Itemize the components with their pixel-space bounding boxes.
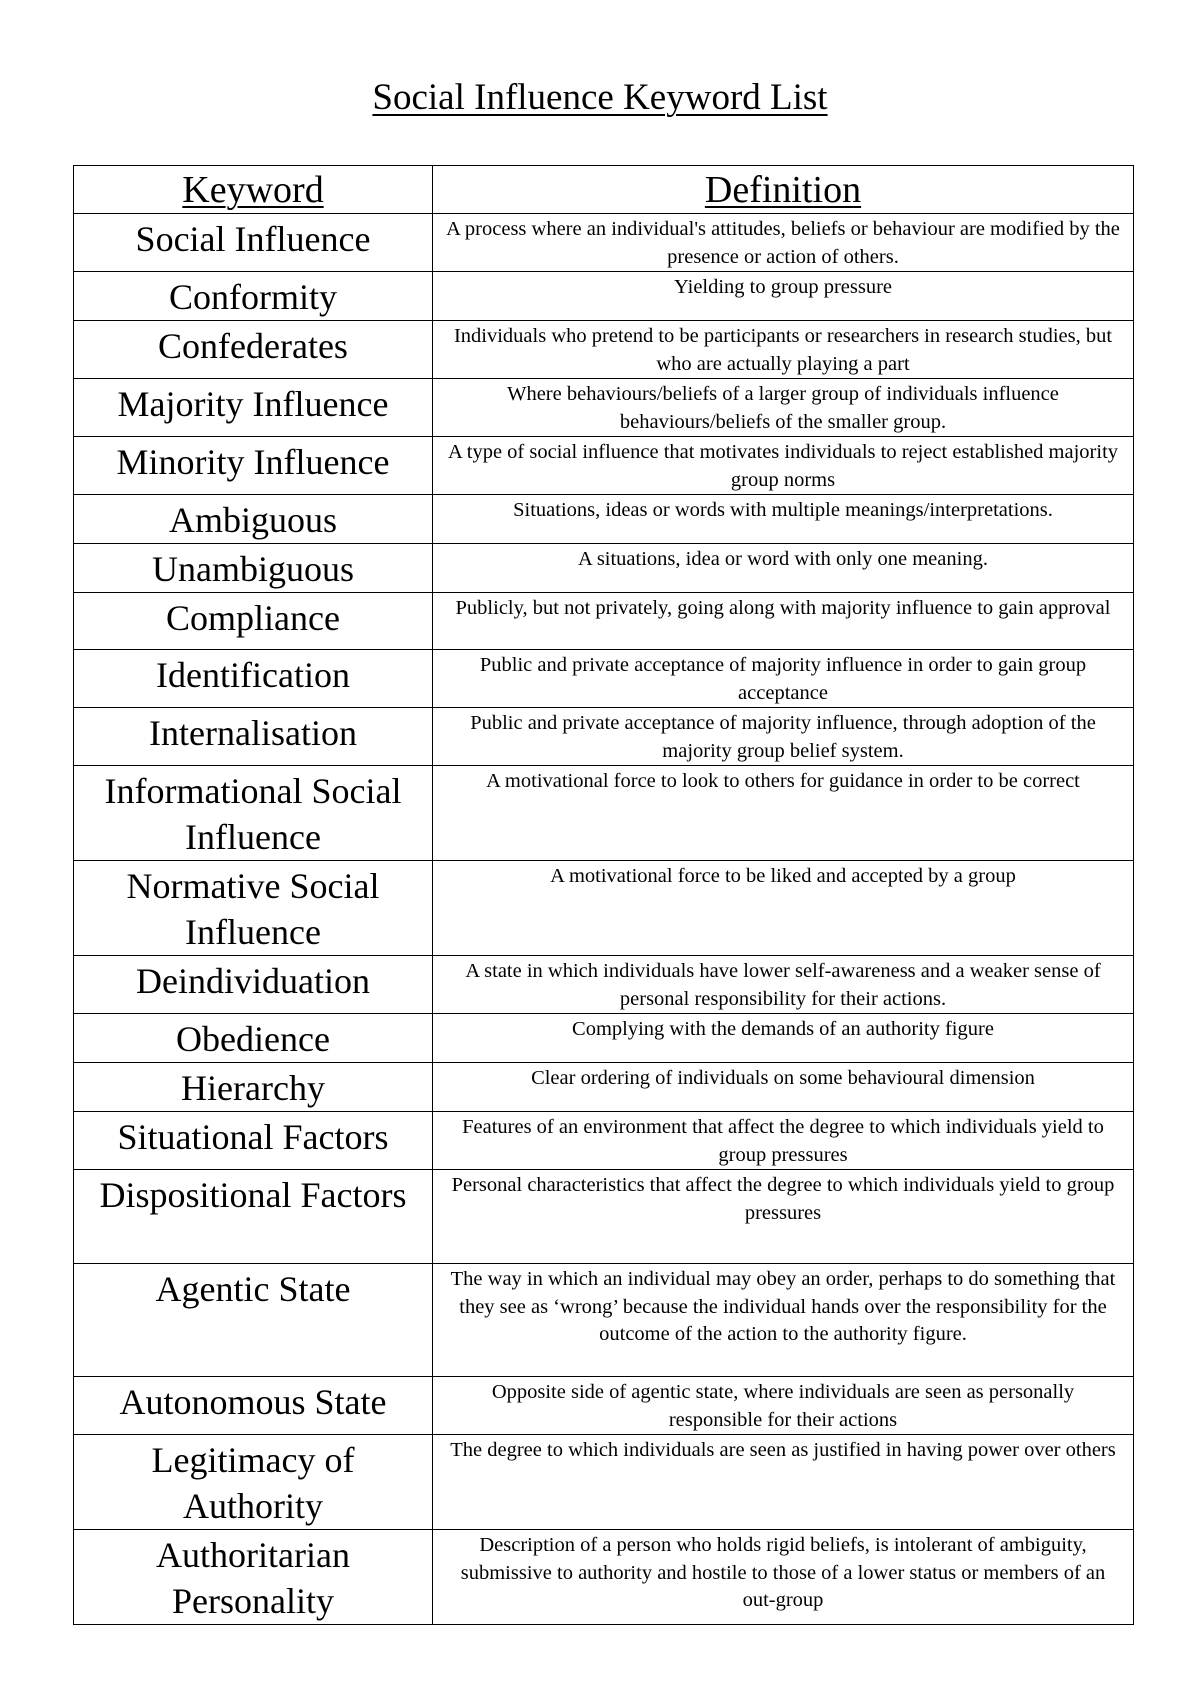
keyword-cell: Minority Influence [74,437,433,495]
keyword-cell: Deindividuation [74,956,433,1014]
table-row [74,1264,1134,1377]
definition-cell: Where behaviours/beliefs of a larger group of individuals influence behaviours/beliefs of the smaller group. [433,379,1134,437]
keyword-cell: Autonomous State [74,1377,433,1435]
keyword-cell: Dispositional Factors [74,1170,433,1264]
keyword-cell: Identification [74,650,433,708]
keyword-cell: Compliance [74,593,433,650]
definition-cell: A situations, idea or word with only one meaning. [433,544,1134,593]
keyword-cell: Ambiguous [74,495,433,544]
definition-cell: A type of social influence that motivates individuals to reject established majority group norms [433,437,1134,495]
table-row [74,437,1134,495]
table-row [74,956,1134,1014]
table-row [74,1170,1134,1264]
definition-column-header: Definition [433,166,1134,214]
table-row [74,708,1134,766]
keyword-cell: Unambiguous [74,544,433,593]
keyword-cell: Situational Factors [74,1112,433,1170]
definition-cell: The degree to which individuals are seen as justified in having power over others [433,1435,1134,1530]
definition-cell: Individuals who pretend to be participants or researchers in research studies, but who are actually playing a part [433,321,1134,379]
table-header-row [74,166,1134,214]
definition-cell: Public and private acceptance of majority influence, through adoption of the majority group belief system. [433,708,1134,766]
definition-cell: Features of an environment that affect the degree to which individuals yield to group pressures [433,1112,1134,1170]
definition-cell: Opposite side of agentic state, where individuals are seen as personally responsible for their actions [433,1377,1134,1435]
keyword-cell: Conformity [74,272,433,321]
table-row [74,593,1134,650]
table-row [74,1014,1134,1063]
definition-cell: Clear ordering of individuals on some behavioural dimension [433,1063,1134,1112]
keyword-cell: Normative Social Influence [74,861,433,956]
table-row [74,544,1134,593]
table-row [74,379,1134,437]
table-row [74,321,1134,379]
definition-cell: A process where an individual's attitudes, beliefs or behaviour are modified by the presence or action of others. [433,214,1134,272]
table-row [74,1530,1134,1625]
definition-cell: Description of a person who holds rigid beliefs, is intolerant of ambiguity, submissive to authority and hostile to those of a lower status or members of an out-group [433,1530,1134,1625]
definition-cell: Complying with the demands of an authority figure [433,1014,1134,1063]
table-row [74,861,1134,956]
table-row [74,1063,1134,1112]
definition-cell: A motivational force to be liked and accepted by a group [433,861,1134,956]
keyword-cell: Majority Influence [74,379,433,437]
keyword-cell: Legitimacy of Authority [74,1435,433,1530]
keyword-table [73,165,1134,1625]
keyword-cell: Agentic State [74,1264,433,1377]
keyword-cell: Social Influence [74,214,433,272]
definition-cell: Yielding to group pressure [433,272,1134,321]
definition-cell: The way in which an individual may obey an order, perhaps to do something that they see as ‘wrong’ because the individual hands over the responsibility for the outcome of the action to the authority figure. [433,1264,1134,1377]
definition-cell: Publicly, but not privately, going along with majority influence to gain approval [433,593,1134,650]
keyword-column-header: Keyword [74,166,433,214]
table-row [74,650,1134,708]
keyword-cell: Authoritarian Personality [74,1530,433,1625]
table-row [74,272,1134,321]
table-row [74,214,1134,272]
keyword-cell: Hierarchy [74,1063,433,1112]
definition-cell: A state in which individuals have lower self-awareness and a weaker sense of personal responsibility for their actions. [433,956,1134,1014]
definition-cell: Public and private acceptance of majority influence in order to gain group acceptance [433,650,1134,708]
keyword-cell: Internalisation [74,708,433,766]
definition-cell: Situations, ideas or words with multiple meanings/interpretations. [433,495,1134,544]
table-row [74,1435,1134,1530]
table-row [74,1112,1134,1170]
page-title: Social Influence Keyword List [372,77,828,118]
keyword-cell: Obedience [74,1014,433,1063]
definition-cell: A motivational force to look to others for guidance in order to be correct [433,766,1134,861]
definition-cell: Personal characteristics that affect the degree to which individuals yield to group pressures [433,1170,1134,1264]
table-row [74,766,1134,861]
keyword-cell: Confederates [74,321,433,379]
table-row [74,495,1134,544]
keyword-cell: Informational Social Influence [74,766,433,861]
table-row [74,1377,1134,1435]
